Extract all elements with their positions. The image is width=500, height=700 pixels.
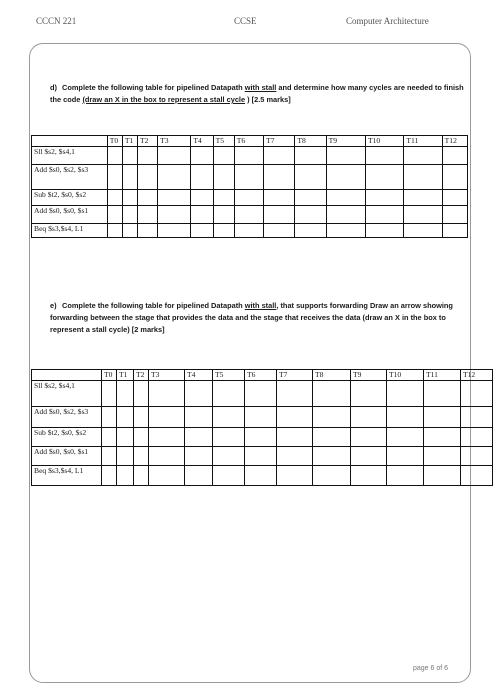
table-e-col-t0: T0 bbox=[102, 370, 117, 381]
cycle-cell[interactable] bbox=[461, 381, 493, 407]
cycle-cell[interactable] bbox=[185, 407, 213, 428]
cycle-cell[interactable] bbox=[442, 206, 467, 224]
cycle-cell[interactable] bbox=[137, 224, 157, 238]
cycle-cell[interactable] bbox=[102, 407, 117, 428]
cycle-cell[interactable] bbox=[213, 190, 234, 206]
cycle-cell[interactable] bbox=[424, 407, 461, 428]
cycle-cell[interactable] bbox=[365, 147, 403, 165]
cycle-cell[interactable] bbox=[461, 447, 493, 466]
table-d-col-t5: T5 bbox=[213, 136, 234, 147]
cycle-cell[interactable] bbox=[245, 407, 277, 428]
cycle-cell[interactable] bbox=[122, 206, 137, 224]
table-e-col-t3: T3 bbox=[149, 370, 185, 381]
course-title: Computer Architecture bbox=[346, 16, 429, 26]
cycle-cell[interactable] bbox=[122, 190, 137, 206]
cycle-cell[interactable] bbox=[404, 147, 442, 165]
cycle-cell[interactable] bbox=[213, 407, 245, 428]
cycle-cell[interactable] bbox=[185, 447, 213, 466]
cycle-cell[interactable] bbox=[264, 147, 295, 165]
cycle-cell[interactable] bbox=[365, 190, 403, 206]
table-d-corner bbox=[32, 136, 108, 147]
cycle-cell[interactable] bbox=[351, 381, 387, 407]
cycle-cell[interactable] bbox=[102, 447, 117, 466]
cycle-cell[interactable] bbox=[185, 381, 213, 407]
cycle-cell[interactable] bbox=[191, 206, 213, 224]
table-d-col-t11: T11 bbox=[404, 136, 442, 147]
cycle-cell[interactable] bbox=[326, 165, 365, 190]
table-d-header-row bbox=[32, 136, 468, 147]
cycle-cell[interactable] bbox=[295, 190, 326, 206]
cycle-cell[interactable] bbox=[185, 466, 213, 486]
table-row bbox=[32, 447, 493, 466]
cycle-cell[interactable] bbox=[117, 466, 134, 486]
cycle-cell[interactable] bbox=[424, 428, 461, 447]
cycle-cell[interactable] bbox=[277, 381, 313, 407]
table-e-col-t10: T10 bbox=[387, 370, 424, 381]
question-e-label: e) bbox=[50, 301, 57, 310]
instruction-label: Beq $s3,$s4, L1 bbox=[32, 224, 108, 238]
cycle-cell[interactable] bbox=[213, 466, 245, 486]
table-row bbox=[32, 190, 468, 206]
cycle-cell[interactable] bbox=[234, 190, 263, 206]
cycle-cell[interactable] bbox=[365, 165, 403, 190]
pipeline-table-forwarding bbox=[31, 369, 493, 486]
table-e-col-t7: T7 bbox=[277, 370, 313, 381]
table-d-col-t3: T3 bbox=[158, 136, 191, 147]
cycle-cell[interactable] bbox=[185, 428, 213, 447]
question-e bbox=[50, 300, 468, 336]
cycle-cell[interactable] bbox=[117, 381, 134, 407]
table-row bbox=[32, 224, 468, 238]
cycle-cell[interactable] bbox=[191, 147, 213, 165]
cycle-cell[interactable] bbox=[191, 165, 213, 190]
cycle-cell[interactable] bbox=[213, 381, 245, 407]
cycle-cell[interactable] bbox=[461, 407, 493, 428]
table-d-col-t6: T6 bbox=[234, 136, 263, 147]
cycle-cell[interactable] bbox=[351, 447, 387, 466]
table-row bbox=[32, 147, 468, 165]
question-d-text-2: and determine how many cycles are needed to finish the code bbox=[50, 83, 464, 104]
table-e-header-row bbox=[32, 370, 493, 381]
cycle-cell[interactable] bbox=[387, 407, 424, 428]
cycle-cell[interactable] bbox=[245, 428, 277, 447]
cycle-cell[interactable] bbox=[424, 381, 461, 407]
cycle-cell[interactable] bbox=[213, 165, 234, 190]
cycle-cell[interactable] bbox=[365, 206, 403, 224]
cycle-cell[interactable] bbox=[213, 447, 245, 466]
cycle-cell[interactable] bbox=[424, 466, 461, 486]
cycle-cell[interactable] bbox=[158, 165, 191, 190]
cycle-cell[interactable] bbox=[122, 224, 137, 238]
table-e-col-t5: T5 bbox=[213, 370, 245, 381]
cycle-cell[interactable] bbox=[137, 147, 157, 165]
cycle-cell[interactable] bbox=[149, 381, 185, 407]
cycle-cell[interactable] bbox=[313, 466, 351, 486]
cycle-cell[interactable] bbox=[313, 407, 351, 428]
cycle-cell[interactable] bbox=[461, 466, 493, 486]
cycle-cell[interactable] bbox=[137, 190, 157, 206]
cycle-cell[interactable] bbox=[313, 428, 351, 447]
cycle-cell[interactable] bbox=[264, 165, 295, 190]
table-d-col-t12: T12 bbox=[442, 136, 467, 147]
table-row bbox=[32, 206, 468, 224]
table-d-col-t10: T10 bbox=[365, 136, 403, 147]
table-e-col-t4: T4 bbox=[185, 370, 213, 381]
cycle-cell[interactable] bbox=[442, 147, 467, 165]
table-d-col-t2: T2 bbox=[137, 136, 157, 147]
cycle-cell[interactable] bbox=[234, 206, 263, 224]
cycle-cell[interactable] bbox=[264, 206, 295, 224]
cycle-cell[interactable] bbox=[313, 447, 351, 466]
cycle-cell[interactable] bbox=[149, 428, 185, 447]
table-e-col-t6: T6 bbox=[245, 370, 277, 381]
cycle-cell[interactable] bbox=[117, 447, 134, 466]
course-code: CCCN 221 bbox=[36, 16, 77, 26]
cycle-cell[interactable] bbox=[442, 190, 467, 206]
cycle-cell[interactable] bbox=[387, 447, 424, 466]
cycle-cell[interactable] bbox=[295, 147, 326, 165]
cycle-cell[interactable] bbox=[264, 224, 295, 238]
cycle-cell[interactable] bbox=[213, 147, 234, 165]
cycle-cell[interactable] bbox=[134, 447, 149, 466]
cycle-cell[interactable] bbox=[158, 190, 191, 206]
cycle-cell[interactable] bbox=[404, 190, 442, 206]
cycle-cell[interactable] bbox=[442, 165, 467, 190]
college-name: CCSE bbox=[234, 16, 257, 26]
cycle-cell[interactable] bbox=[149, 447, 185, 466]
cycle-cell[interactable] bbox=[404, 224, 442, 238]
question-d-underlined-1: with stall bbox=[244, 83, 277, 92]
cycle-cell[interactable] bbox=[137, 206, 157, 224]
cycle-cell[interactable] bbox=[404, 206, 442, 224]
table-d-col-t0: T0 bbox=[107, 136, 122, 147]
cycle-cell[interactable] bbox=[351, 407, 387, 428]
cycle-cell[interactable] bbox=[107, 206, 122, 224]
question-d-underlined-2: (draw an X in the box to represent a stall cycle bbox=[82, 95, 246, 104]
cycle-cell[interactable] bbox=[102, 381, 117, 407]
cycle-cell[interactable] bbox=[277, 447, 313, 466]
cycle-cell[interactable] bbox=[326, 224, 365, 238]
cycle-cell[interactable] bbox=[122, 165, 137, 190]
cycle-cell[interactable] bbox=[277, 466, 313, 486]
cycle-cell[interactable] bbox=[117, 407, 134, 428]
cycle-cell[interactable] bbox=[424, 447, 461, 466]
cycle-cell[interactable] bbox=[149, 466, 185, 486]
table-e-col-t12: T12 bbox=[461, 370, 493, 381]
table-d-col-t4: T4 bbox=[191, 136, 213, 147]
cycle-cell[interactable] bbox=[134, 407, 149, 428]
cycle-cell[interactable] bbox=[295, 224, 326, 238]
table-e-col-t11: T11 bbox=[424, 370, 461, 381]
question-e-text-1: Complete the following table for pipelined Datapath bbox=[62, 301, 245, 310]
cycle-cell[interactable] bbox=[137, 165, 157, 190]
cycle-cell[interactable] bbox=[387, 381, 424, 407]
cycle-cell[interactable] bbox=[234, 165, 263, 190]
cycle-cell[interactable] bbox=[461, 428, 493, 447]
table-e-col-t8: T8 bbox=[313, 370, 351, 381]
cycle-cell[interactable] bbox=[295, 206, 326, 224]
cycle-cell[interactable] bbox=[158, 206, 191, 224]
cycle-cell[interactable] bbox=[234, 224, 263, 238]
cycle-cell[interactable] bbox=[326, 190, 365, 206]
cycle-cell[interactable] bbox=[149, 407, 185, 428]
table-e-col-t2: T2 bbox=[134, 370, 149, 381]
cycle-cell[interactable] bbox=[264, 190, 295, 206]
question-d bbox=[50, 82, 468, 106]
cycle-cell[interactable] bbox=[102, 466, 117, 486]
table-d-col-t7: T7 bbox=[264, 136, 295, 147]
pipeline-table-stall bbox=[31, 135, 468, 238]
cycle-cell[interactable] bbox=[387, 466, 424, 486]
cycle-cell[interactable] bbox=[213, 224, 234, 238]
instruction-label: Sub $t2, $s0, $s2 bbox=[32, 190, 108, 206]
cycle-cell[interactable] bbox=[107, 165, 122, 190]
cycle-cell[interactable] bbox=[277, 407, 313, 428]
table-e-corner bbox=[32, 370, 102, 381]
cycle-cell[interactable] bbox=[213, 428, 245, 447]
cycle-cell[interactable] bbox=[107, 224, 122, 238]
table-row bbox=[32, 165, 468, 190]
cycle-cell[interactable] bbox=[277, 428, 313, 447]
cycle-cell[interactable] bbox=[365, 224, 403, 238]
cycle-cell[interactable] bbox=[134, 381, 149, 407]
instruction-label: Add $s0, $s0, $s1 bbox=[32, 206, 108, 224]
cycle-cell[interactable] bbox=[295, 165, 326, 190]
cycle-cell[interactable] bbox=[158, 147, 191, 165]
instruction-label: Add $s0, $s2, $s3 bbox=[32, 165, 108, 190]
cycle-cell[interactable] bbox=[313, 381, 351, 407]
question-d-text-1: Complete the following table for pipelined Datapath bbox=[62, 83, 245, 92]
cycle-cell[interactable] bbox=[351, 466, 387, 486]
cycle-cell[interactable] bbox=[326, 206, 365, 224]
cycle-cell[interactable] bbox=[234, 147, 263, 165]
cycle-cell[interactable] bbox=[134, 466, 149, 486]
cycle-cell[interactable] bbox=[191, 190, 213, 206]
table-e-col-t9: T9 bbox=[351, 370, 387, 381]
cycle-cell[interactable] bbox=[326, 147, 365, 165]
cycle-cell[interactable] bbox=[245, 447, 277, 466]
cycle-cell[interactable] bbox=[117, 428, 134, 447]
table-row bbox=[32, 428, 493, 447]
table-row bbox=[32, 407, 493, 428]
cycle-cell[interactable] bbox=[387, 428, 424, 447]
question-e-text-2: , that supports forwarding Draw an arrow showing forwarding between the stage that provides the data and the stage that receives the data (draw an X in the box to represent a stall cycle) [2 marks] bbox=[50, 301, 453, 334]
cycle-cell[interactable] bbox=[213, 206, 234, 224]
cycle-cell[interactable] bbox=[107, 190, 122, 206]
instruction-label: Sll $s2, $s4,1 bbox=[32, 381, 102, 407]
table-d-col-t9: T9 bbox=[326, 136, 365, 147]
table-d-col-t8: T8 bbox=[295, 136, 326, 147]
table-row bbox=[32, 381, 493, 407]
question-d-text-3: ) [2.5 marks] bbox=[245, 95, 291, 104]
page-number: page 6 of 6 bbox=[413, 665, 449, 672]
question-d-label: d) bbox=[50, 83, 57, 92]
instruction-label: Add $s0, $s0, $s1 bbox=[32, 447, 102, 466]
question-e-underlined-1: with stall bbox=[244, 301, 277, 310]
instruction-label: Sub $t2, $s0, $s2 bbox=[32, 428, 102, 447]
table-e-col-t1: T1 bbox=[117, 370, 134, 381]
cycle-cell[interactable] bbox=[442, 224, 467, 238]
cycle-cell[interactable] bbox=[107, 147, 122, 165]
table-row bbox=[32, 466, 493, 486]
cycle-cell[interactable] bbox=[158, 224, 191, 238]
cycle-cell[interactable] bbox=[102, 428, 117, 447]
cycle-cell[interactable] bbox=[191, 224, 213, 238]
cycle-cell[interactable] bbox=[245, 381, 277, 407]
cycle-cell[interactable] bbox=[351, 428, 387, 447]
instruction-label: Sll $s2, $s4,1 bbox=[32, 147, 108, 165]
instruction-label: Beq $s3,$s4, L1 bbox=[32, 466, 102, 486]
table-d-col-t1: T1 bbox=[122, 136, 137, 147]
cycle-cell[interactable] bbox=[245, 466, 277, 486]
cycle-cell[interactable] bbox=[404, 165, 442, 190]
cycle-cell[interactable] bbox=[134, 428, 149, 447]
cycle-cell[interactable] bbox=[122, 147, 137, 165]
instruction-label: Add $s0, $s2, $s3 bbox=[32, 407, 102, 428]
